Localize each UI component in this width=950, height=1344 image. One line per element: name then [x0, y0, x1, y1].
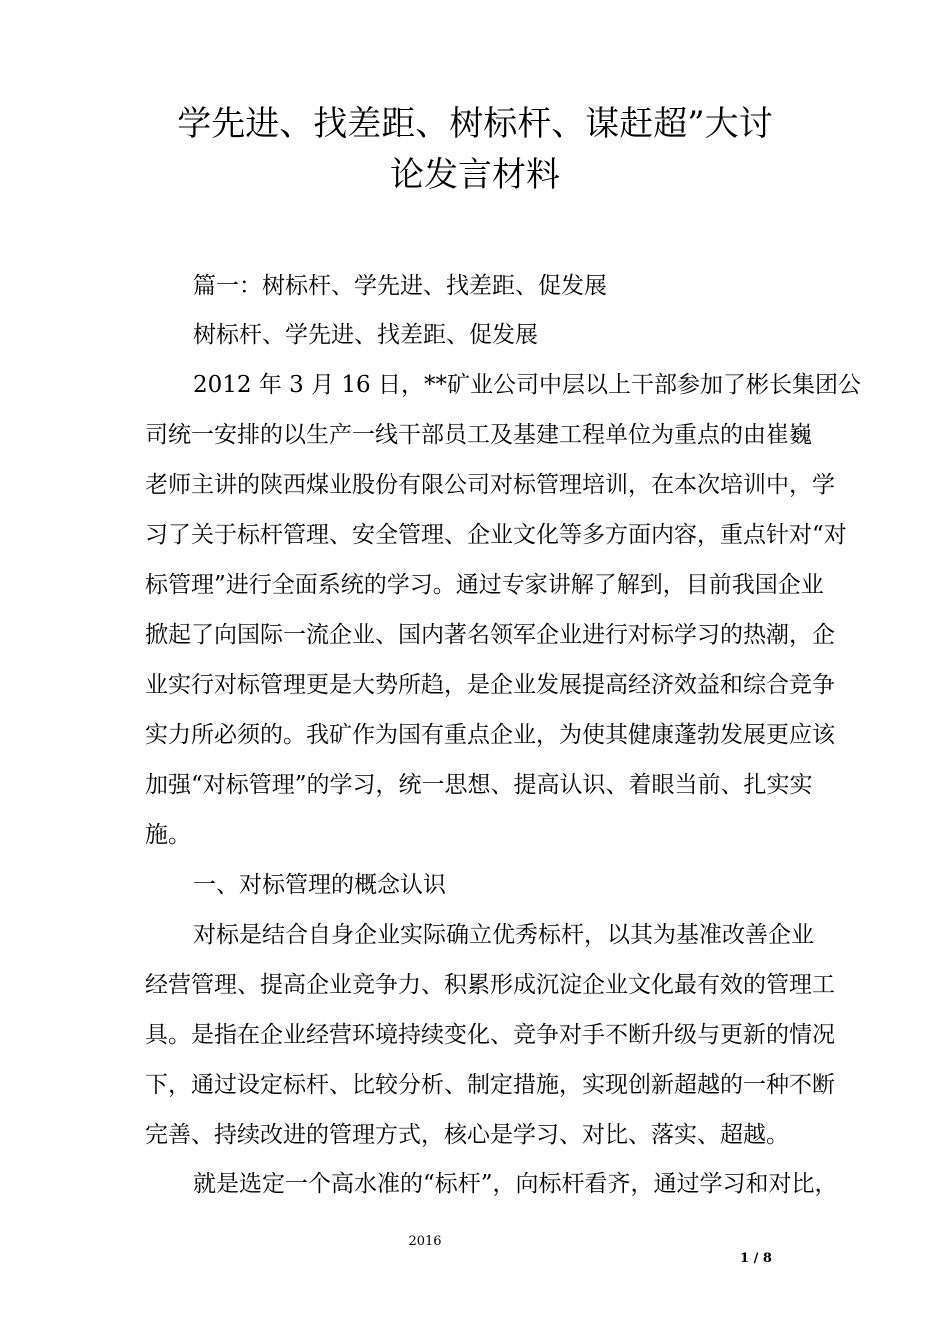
document-title-line-2: 论发言材料 — [390, 155, 560, 195]
paragraph-line: 老师主讲的陕西煤业股份有限公司对标管理培训，在本次培训中，学 — [145, 472, 835, 498]
section-heading: 篇一：树标杆、学先进、找差距、促发展 — [193, 273, 607, 299]
page-number: 1 / 8 — [740, 1251, 772, 1266]
paragraph-line: 2012 年 3 月 16 日，**矿业公司中层以上干部参加了彬长集团公 — [193, 372, 861, 398]
paragraph-line: 下，通过设定标杆、比较分析、制定措施，实现创新超越的一种不断 — [145, 1072, 835, 1098]
paragraph-line: 标管理”进行全面系统的学习。通过专家讲解了解到，目前我国企业 — [145, 572, 824, 598]
paragraph-line: 对标是结合自身企业实际确立优秀标杆，以其为基准改善企业 — [193, 922, 814, 948]
section-heading: 一、对标管理的概念认识 — [193, 872, 446, 898]
subheading: 树标杆、学先进、找差距、促发展 — [193, 322, 538, 348]
footer-year: 2016 — [408, 1234, 442, 1249]
paragraph-line: 习了关于标杆管理、安全管理、企业文化等多方面内容，重点针对“对 — [145, 522, 847, 548]
paragraph-line: 具。是指在企业经营环境持续变化、竞争对手不断升级与更新的情况 — [145, 1022, 835, 1048]
paragraph-line: 业实行对标管理更是大势所趋，是企业发展提高经济效益和综合竞争 — [145, 672, 835, 698]
paragraph-line: 掀起了向国际一流企业、国内著名领军企业进行对标学习的热潮，企 — [145, 622, 835, 648]
paragraph-line: 实力所必须的。我矿作为国有重点企业，为使其健康蓬勃发展更应该 — [145, 722, 835, 748]
document-title-line-1: 学先进、找差距、树标杆、谋赶超”大讨 — [177, 104, 773, 144]
paragraph-line: 经营管理、提高企业竞争力、积累形成沉淀企业文化最有效的管理工 — [145, 972, 835, 998]
paragraph-line: 就是选定一个高水准的“标杆”，向标杆看齐，通过学习和对比， — [193, 1171, 838, 1197]
paragraph-line: 司统一安排的以生产一线干部员工及基建工程单位为重点的由崔巍 — [145, 422, 812, 448]
paragraph-line: 加强“对标管理”的学习，统一思想、提高认识、着眼当前、扎实实 — [145, 772, 813, 798]
paragraph-line: 施。 — [145, 822, 191, 848]
paragraph-line: 完善、持续改进的管理方式，核心是学习、对比、落实、超越。 — [145, 1122, 789, 1148]
